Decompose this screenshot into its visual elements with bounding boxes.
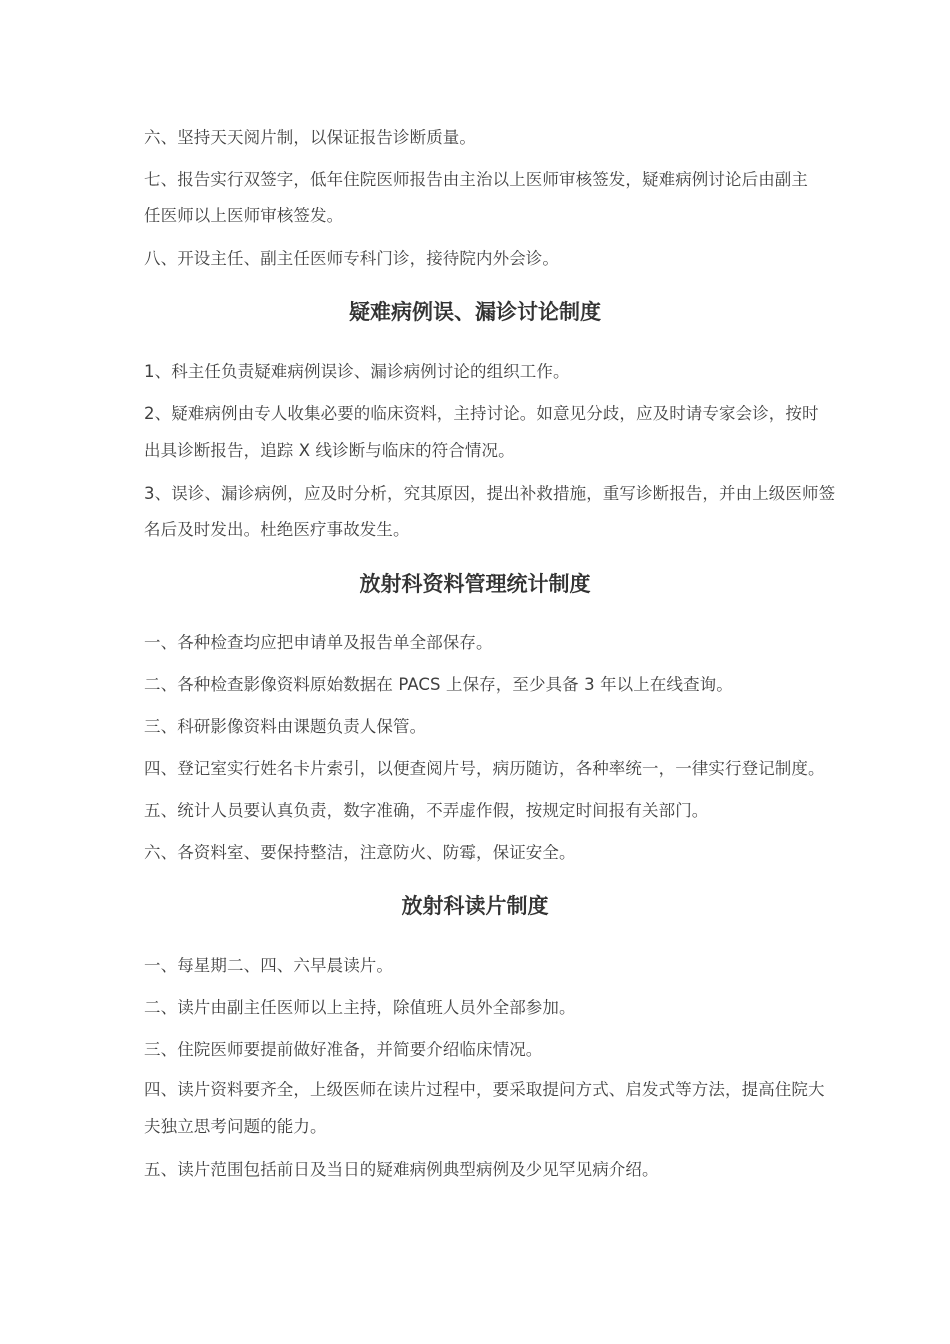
paragraph-line: 四、读片资料要齐全，上级医师在读片过程中，要采取提问方式、启发式等方法，提高住院大 (144, 1080, 825, 1099)
paragraph-line: 出具诊断报告，追踪 X 线诊断与临床的符合情况。 (144, 441, 515, 460)
paragraph-line: 一、各种检查均应把申请单及报告单全部保存。 (144, 633, 493, 652)
paragraph-line: 二、各种检查影像资料原始数据在 PACS 上保存，至少具备 3 年以上在线查询。 (144, 675, 733, 694)
paragraph-line: 一、每星期二、四、六早晨读片。 (144, 956, 393, 975)
paragraph-line: 任医师以上医师审核签发。 (144, 206, 344, 225)
paragraph-line: 三、住院医师要提前做好准备，并简要介绍临床情况。 (144, 1040, 543, 1059)
paragraph-line: 2、疑难病例由专人收集必要的临床资料，主持讨论。如意见分歧，应及时请专家会诊，按时 (144, 404, 819, 423)
paragraph-line: 五、统计人员要认真负责，数字准确，不弄虚作假，按规定时间报有关部门。 (144, 801, 709, 820)
section-title: 放射科读片制度 (401, 894, 549, 918)
section-title: 放射科资料管理统计制度 (359, 572, 591, 596)
paragraph-line: 名后及时发出。杜绝医疗事故发生。 (144, 520, 410, 539)
paragraph-line: 六、坚持天天阅片制，以保证报告诊断质量。 (144, 128, 476, 147)
section-title: 疑难病例误、漏诊讨论制度 (349, 300, 601, 324)
paragraph-line: 六、各资料室、要保持整洁，注意防火、防霉，保证安全。 (144, 843, 576, 862)
paragraph-line: 七、报告实行双签字，低年住院医师报告由主治以上医师审核签发，疑难病例讨论后由副主 (144, 170, 808, 189)
paragraph-line: 3、误诊、漏诊病例，应及时分析，究其原因，提出补救措施，重写诊断报告，并由上级医师签 (144, 484, 836, 503)
paragraph-line: 三、科研影像资料由课题负责人保管。 (144, 717, 427, 736)
paragraph-line: 四、登记室实行姓名卡片索引，以便查阅片号，病历随访，各种率统一，一律实行登记制度。 (144, 759, 825, 778)
paragraph-line: 五、读片范围包括前日及当日的疑难病例典型病例及少见罕见病介绍。 (144, 1160, 659, 1179)
paragraph-line: 八、开设主任、副主任医师专科门诊，接待院内外会诊。 (144, 249, 559, 268)
paragraph-line: 二、读片由副主任医师以上主持，除值班人员外全部参加。 (144, 998, 576, 1017)
paragraph-line: 夫独立思考问题的能力。 (144, 1117, 327, 1136)
paragraph-line: 1、科主任负责疑难病例误诊、漏诊病例讨论的组织工作。 (144, 362, 570, 381)
